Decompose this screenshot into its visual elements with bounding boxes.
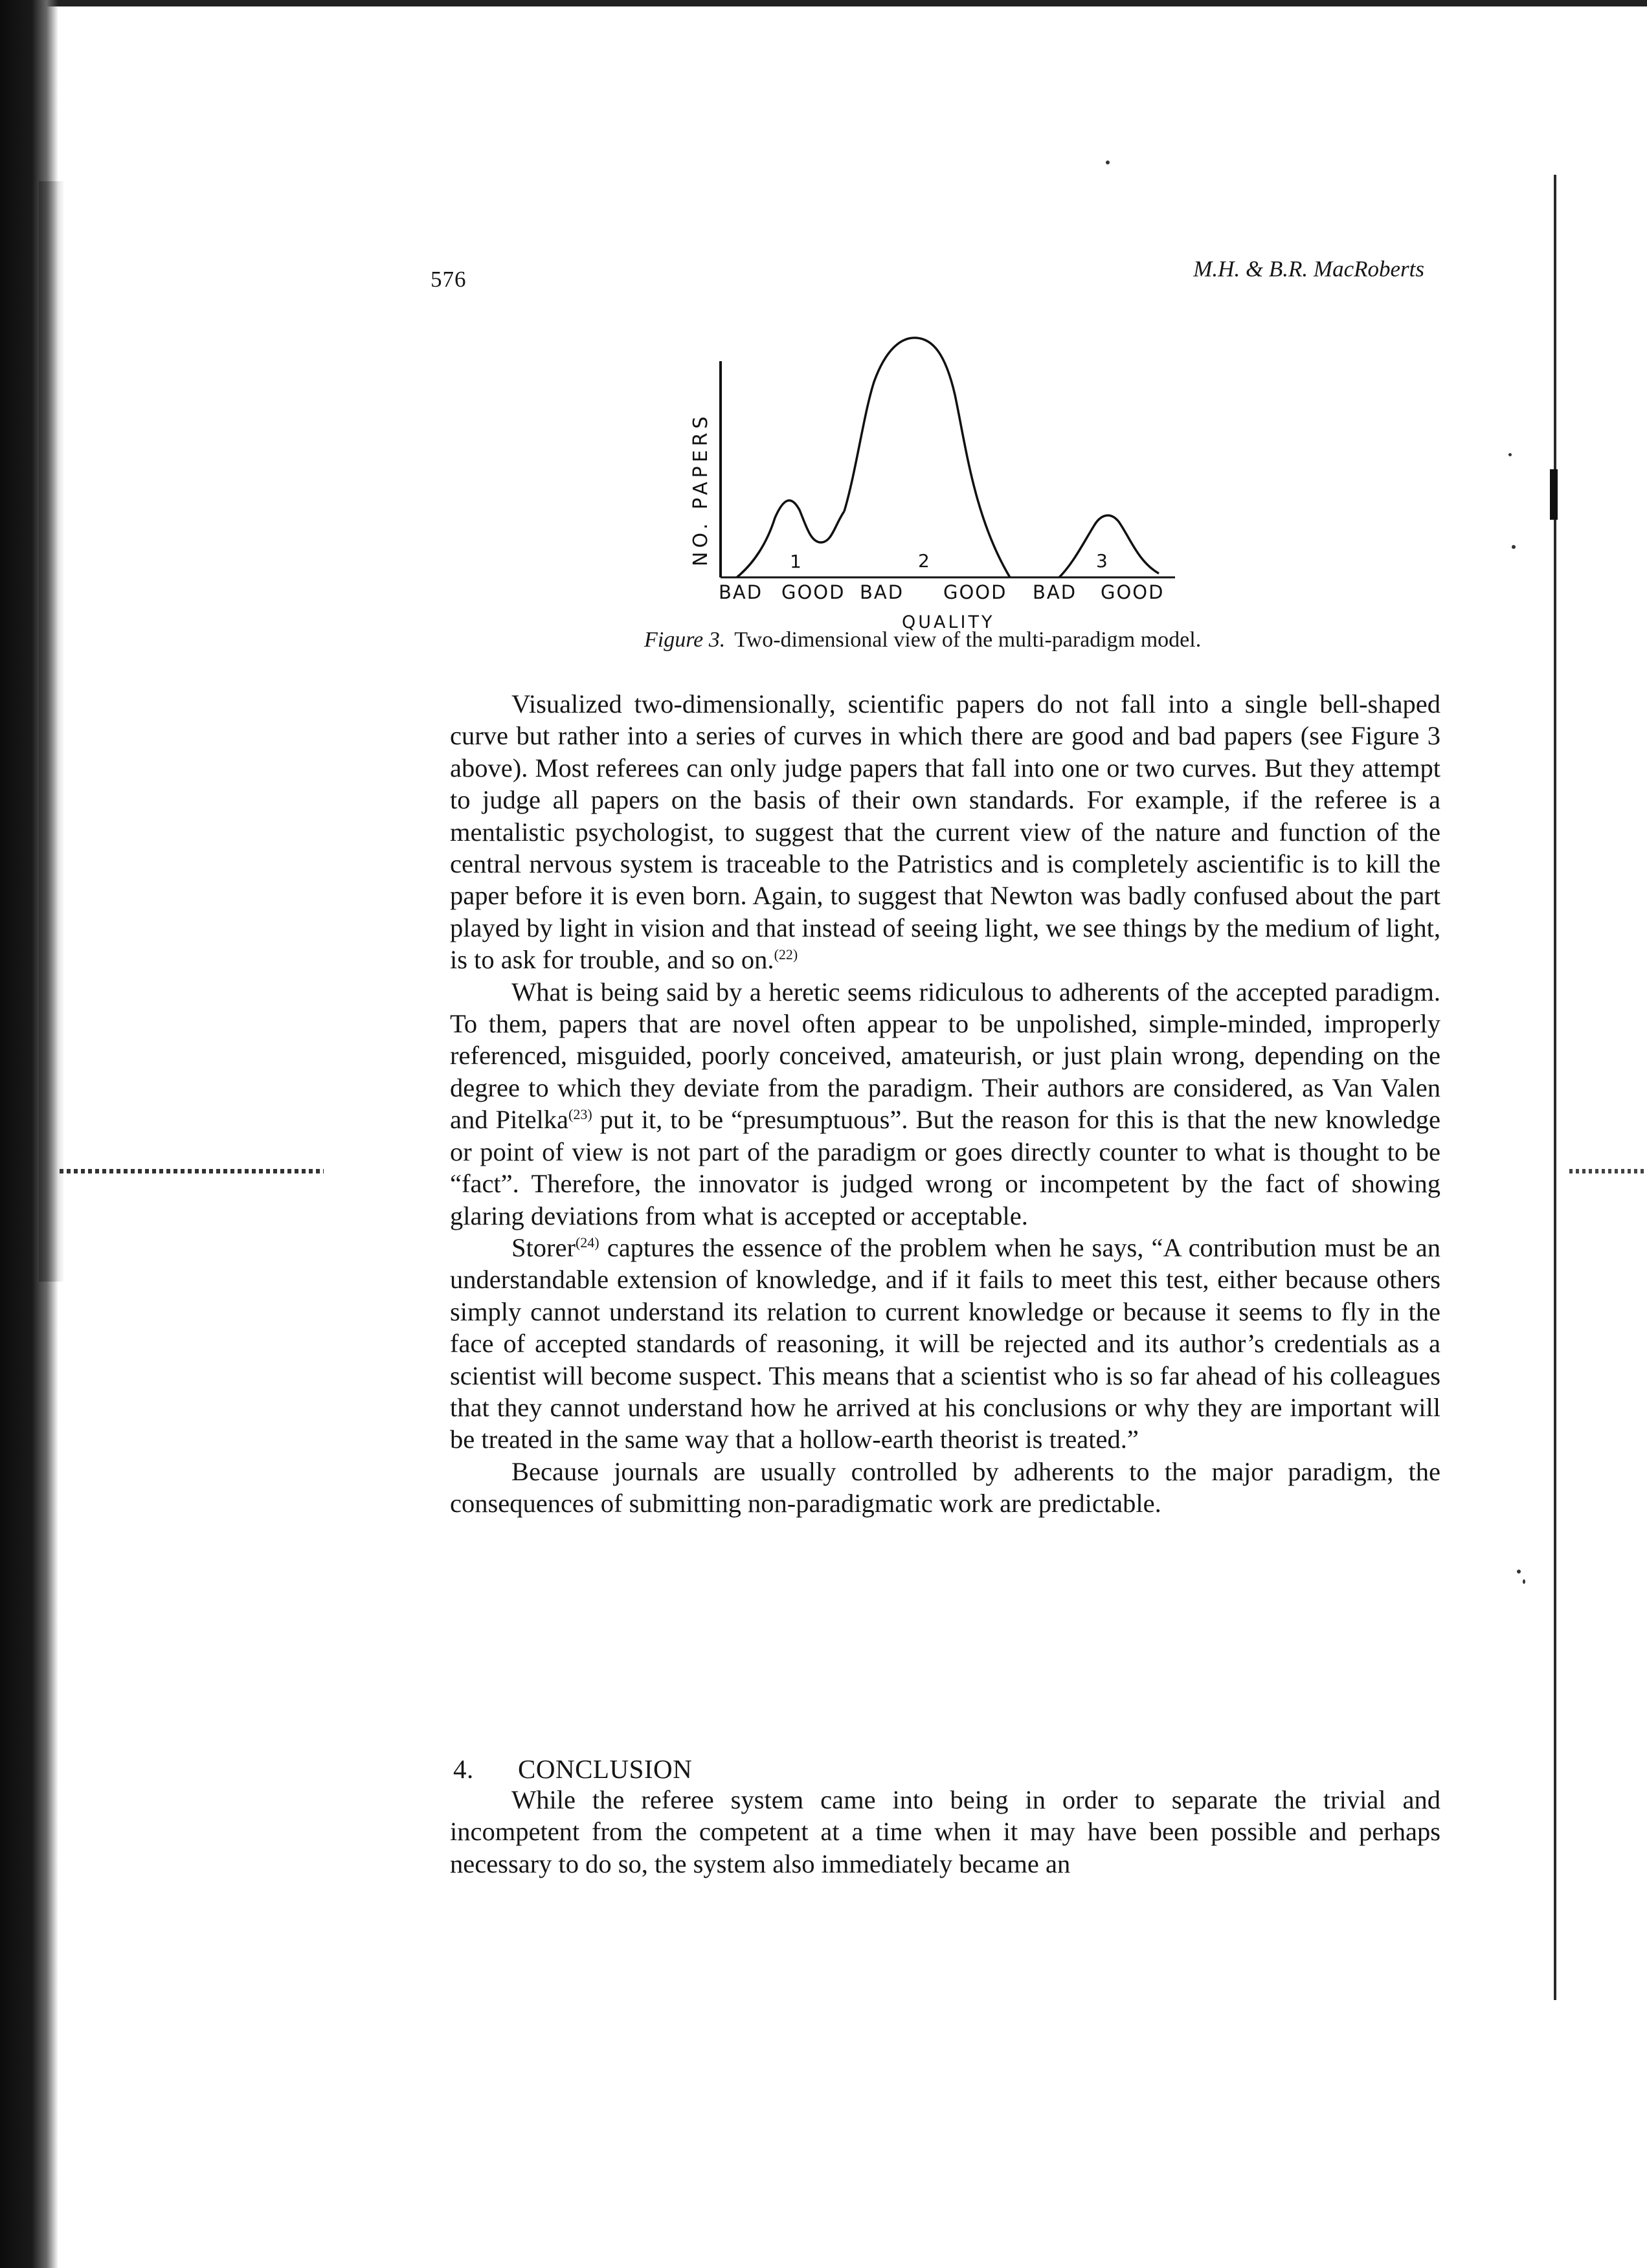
paragraph-3 bbox=[450, 1232, 1440, 1456]
figure-caption-label: Figure 3. bbox=[644, 628, 726, 652]
paragraph-2 bbox=[450, 976, 1440, 1232]
x-tick-label: GOOD bbox=[781, 581, 846, 603]
scan-speck bbox=[1523, 1579, 1525, 1584]
curve-label-3: 3 bbox=[1096, 550, 1108, 572]
curve-series-3 bbox=[1059, 515, 1159, 577]
section-number: 4. bbox=[453, 1754, 474, 1784]
paragraph-text: Storer bbox=[511, 1232, 576, 1262]
conclusion-paragraph: While the referee system came into being in order to separate the trivial and incompetent from the competent at a time when it may have been possible and perhaps necessary to do so, the system also immediately became an bbox=[450, 1785, 1440, 1878]
reference-marker: (22) bbox=[774, 946, 798, 963]
page-number: 576 bbox=[431, 267, 467, 292]
paragraph-1 bbox=[450, 688, 1440, 976]
section-heading bbox=[453, 1753, 692, 1784]
figure-chart bbox=[0, 0, 1647, 647]
paragraph-4 bbox=[450, 1456, 1440, 1520]
figure-caption-text: Two-dimensional view of the multi-paradigm model. bbox=[734, 628, 1202, 652]
y-axis-label: NO. PAPERS bbox=[689, 412, 712, 566]
paragraph-text: put it, to be “presumptuous”. But the reason for this is that the new knowledge or point of view is not part of the paradigm or goes directly counter to what is thought to be “fact”. Therefore, the innovator is judged wrong or incompetent by the fact of showing glaring deviations from what is accepted or acceptable. bbox=[450, 1105, 1440, 1230]
x-tick-label: GOOD bbox=[1101, 581, 1165, 603]
conclusion-text bbox=[450, 1784, 1440, 1880]
running-head: M.H. & B.R. MacRoberts bbox=[1193, 256, 1424, 282]
x-tick-label: BAD bbox=[719, 581, 763, 603]
curve-label-2: 2 bbox=[918, 550, 930, 572]
scan-left-dots bbox=[60, 1169, 324, 1173]
figure-caption bbox=[644, 628, 1201, 652]
x-tick-label: BAD bbox=[1033, 581, 1077, 603]
scan-speck bbox=[1517, 1570, 1521, 1573]
section-title: CONCLUSION bbox=[518, 1754, 693, 1784]
reference-marker: (23) bbox=[568, 1106, 592, 1123]
body-text bbox=[450, 688, 1440, 1520]
curve-label-1: 1 bbox=[790, 551, 801, 572]
reference-marker: (24) bbox=[575, 1234, 599, 1251]
x-axis-title: QUALITY bbox=[902, 612, 995, 632]
x-tick-label: BAD bbox=[860, 581, 904, 603]
paragraph-text: captures the essence of the problem when he says, “A contribution must be an understandable extension of knowledge, and if it fails to meet this test, either because others simply cannot understand its relation to current knowledge or because it seems to fly in the face of accepted standards of reasoning, it will be rejected and its author’s credentials as a scientist will become suspect. This means that a scientist who is so far ahead of his colleagues that they cannot understand how he arrived at his conclusions or why they are important will be treated in the same way that a hollow-earth theorist is treated.” bbox=[450, 1232, 1440, 1454]
x-tick-label: GOOD bbox=[943, 581, 1007, 603]
paragraph-text: What is being said by a heretic seems ridiculous to adherents of the accepted paradigm. To them, papers that are novel often appear to be unpolished, simple-minded, improperly referenced, misguided, poorly conceived, amateurish, or just plain wrong, depending on the degree to which they deviate from the paradigm. Their authors are considered, as Van Valen and Pitelka bbox=[450, 977, 1440, 1135]
scan-right-dots bbox=[1569, 1169, 1647, 1173]
curve-series-2 bbox=[844, 338, 1010, 577]
paragraph-text: Because journals are usually controlled by adherents to the major paradigm, the consequences of submitting non-paradigmatic work are predictable. bbox=[450, 1456, 1440, 1518]
paragraph-text: Visualized two-dimensionally, scientific papers do not fall into a single bell-shaped curve but rather into a series of curves in which there are good and bad papers (see Figure 3 above). Most referees can only judge papers that fall into one or two curves. But they attempt to judge all papers on the basis of their own standards. For example, if the referee is a mentalistic psychologist, to suggest that the current view of the nature and function of the central nervous system is traceable to the Patristics and is completely ascientific is to kill the paper before it is even born. Again, to suggest that Newton was badly confused about the part played by light in vision and that instead of seeing light, we see things by the medium of light, is to ask for trouble, and so on. bbox=[450, 689, 1440, 975]
